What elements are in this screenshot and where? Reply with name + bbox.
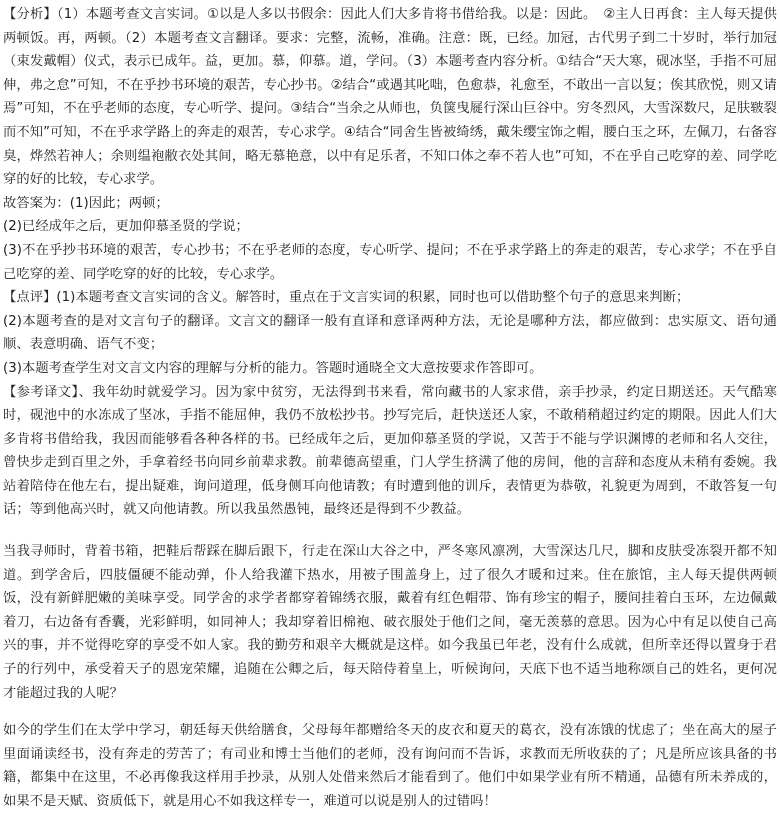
translation-paragraph-3: 如今的学生们在太学中学习，朝廷每天供给膳食，父母每年都赠给冬天的皮衣和夏天的葛衣，没有冻饿的忧虑了；坐在高大的屋子里面诵读经书，没有奔走的劳苦了；有司业和博士当他们的老师，没有询问而不告诉，求教而无所收获的了；凡是所应该具备的书籍，都集中在这里，不必再像我这样用手抄录，从别人处借来然后才能看到了。他们中如果学业有所不精通，品德有所未养成的，如果不是天赋、资质低下，就是用心不如我这样专一，难道可以说是别人的过错吗！ [3,723,777,809]
answer-line-2: (2)已经成年之后，更加仰慕圣贤的学说； [3,219,249,235]
paragraph-gap [3,522,777,540]
answer-line-1: 故答案为：(1)因此；两顿； [3,195,169,211]
comment-line-3: (3)本题考查学生对文言文内容的理解与分析的能力。答题时通晓全文大意按要求作答即可。 [3,360,543,376]
translation-paragraph-1: 【参考译文】、我年幼时就爱学习。因为家中贫穷，无法得到书来看，常向藏书的人家求借，亲手抄录，约定日期送还。天气酷寒时，砚池中的水冻成了坚冰，手指不能屈伸，我仍不放松抄书。抄写完后，赶快送还人家，不敢稍稍超过约定的期限。因此人们大多肯将书借给我，我因而能够看各种各样的书。已经成年之后，更加仰慕圣贤的学说，又苦于不能与学识渊博的老师和名人交往，曾快步走到百里之外，手拿着经书向同乡前辈求教。前辈德高望重，门人学生挤满了他的房间，他的言辞和态度从未稍有委婉。我站着陪侍在他左右，提出疑难，询问道理，低身侧耳向他请教；有时遭到他的训斥，表情更为恭敬，礼貌更为周到，不敢答复一句话；等到他高兴时，就又向他请教。所以我虽然愚钝，最终还是得到不少教益。 [3,384,777,518]
comment-line-2: (2)本题考查的是对文言句子的翻译。文言文的翻译一般有直译和意译两种方法，无论是哪种方法，都应做到：忠实原文、语句通顺、表意明确、语气不变； [3,313,777,353]
paragraph-gap [3,705,777,719]
answer-line-3: (3)不在乎抄书环境的艰苦，专心抄书；不在乎老师的态度，专心听学、提问；不在乎求学路上的奔走的艰苦，专心求学；不在乎自己吃穿的差、同学吃穿的好的比较，专心求学。 [3,242,777,282]
comment-line-1: 【点评】(1)本题考查文言实词的含义。解答时，重点在于文言实词的积累，同时也可以借助整个句子的意思来判断； [3,290,690,306]
translation-paragraph-2: 当我寻师时，背着书箱，把鞋后帮踩在脚后跟下，行走在深山大谷之中，严冬寒风凛冽，大雪深达几尺，脚和皮肤受冻裂开都不知道。到学舍后，四肢僵硬不能动弹，仆人给我灌下热水，用被子围盖身上，过了很久才暖和过来。住在旅馆，主人每天提供两顿饭，没有新鲜肥嫩的美味享受。同学舍的求学者都穿着锦绣衣服，戴着有红色帽带、饰有珍宝的帽子，腰间挂着白玉环，左边佩戴着刀，右边备有香囊，光彩鲜明，如同神人；我却穿着旧棉袍、破衣服处于他们之间，毫无羡慕的意思。因为心中有足以使自己高兴的事，并不觉得吃穿的享受不如人家。我的勤劳和艰辛大概就是这样。如今我虽已年老，没有什么成就，但所幸还得以置身于君子的行列中，承受着天子的恩宠荣耀，追随在公卿之后，每天陪侍着皇上，听候询问，天底下也不适当地称颂自己的姓名，更何况才能超过我的人呢？ [3,544,777,701]
analysis-paragraph: 【分析】（1）本题考查文言实词。①以是人多以书假余：因此人们大多肯将书借给我。以是：因此。 ②主人日再食：主人每天提供两顿饭。再，两顿。（2）本题考查文言翻译。要求：完整，流畅，准确。注意：既，已经。加冠，古代男子到二十岁时，举行加冠（束发戴帽）仪式，表示已成年。益，更加。慕，仰慕。道，学问。（3）本题考查内容分析。①结合“天大寒，砚冰坚，手指不可屈伸，弗之怠”可知，不在乎抄书环境的艰苦，专心抄书。②结合“或遇其叱咄，色愈恭，礼愈至，不敢出一言以复；俟其欣悦，则又请焉”可知，不在乎老师的态度，专心听学、提问。③结合“当余之从师也，负箧曳屣行深山巨谷中。穷冬烈风，大雪深数尺，足肤皲裂而不知”可知，不在乎求学路上的奔走的艰苦，专心求学。④结合“同舍生皆被绮绣，戴朱缨宝饰之帽，腰白玉之环，左佩刀，右备容臭，烨然若神人；余则缊袍敝衣处其间，略无慕艳意，以中有足乐者，不知口体之奉不若人也”可知，不在乎自己吃穿的差、同学吃穿的好的比较，专心求学。 [3,7,777,188]
